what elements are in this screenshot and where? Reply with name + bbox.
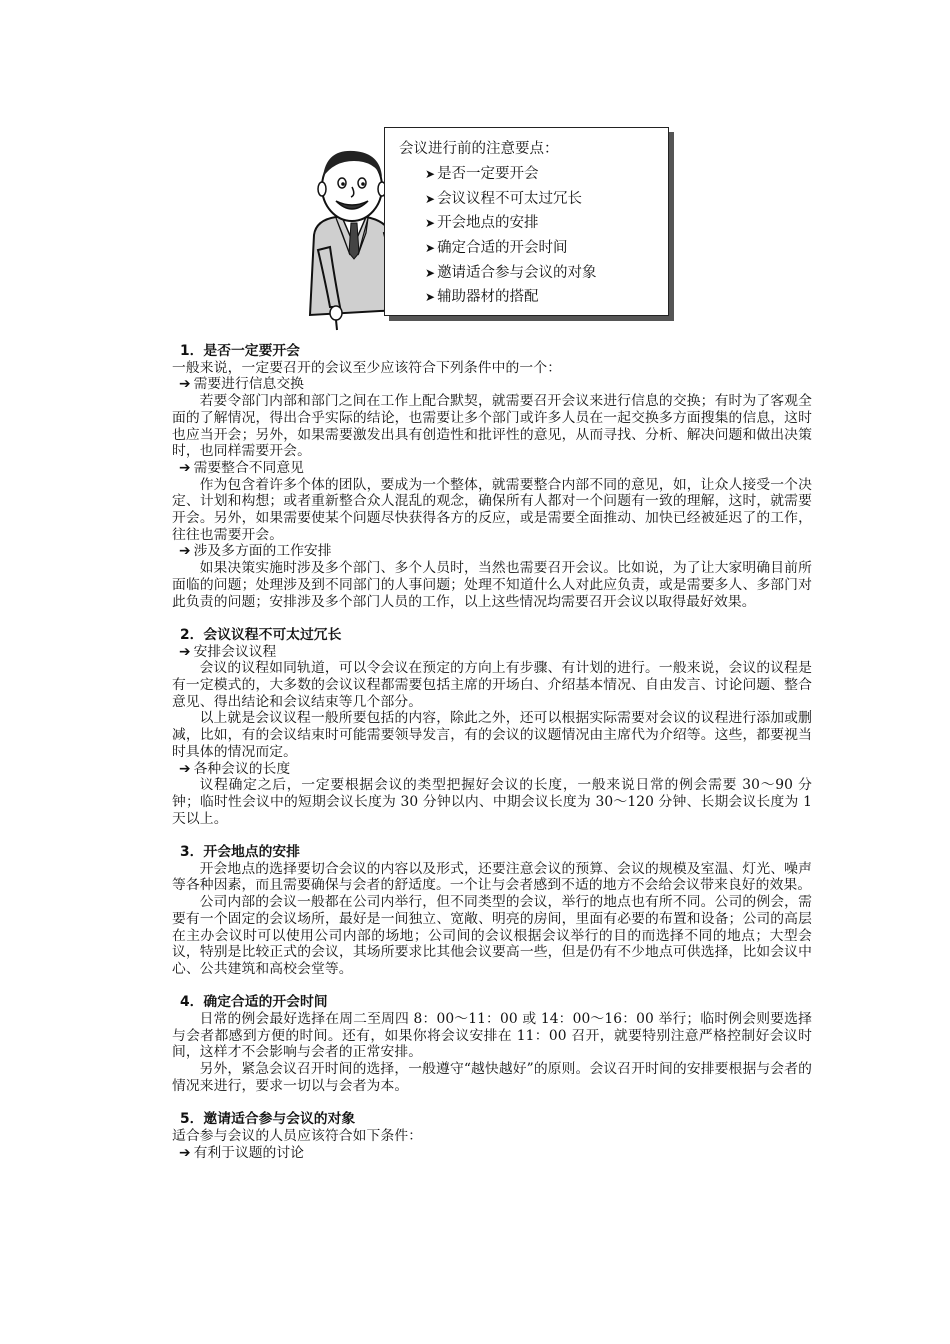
arrowhead-icon: ➤	[425, 290, 436, 305]
callout-item: ➤ 辅助器材的搭配	[425, 285, 597, 310]
arrow-right-icon: ➔	[179, 643, 191, 660]
subheading: ➔ 有利于议题的讨论	[179, 1144, 304, 1161]
paragraph: 作为包含着许多个体的团队，要成为一个整体，就需要整合内部不同的意见，如，让众人接受一个决定、计划和构想；或者重新整合众人混乱的观念，确保所有人都对一个问题有一致的理解，这时，就需要开会。另外，如果需要使某个问题尽快获得各方的反应，或是需要全面推动、加快已经被延迟了的工作，往往也需要开会。	[172, 476, 812, 543]
callout-item: ➤ 会议议程不可太过冗长	[425, 187, 597, 212]
subheading: ➔ 需要整合不同意见	[179, 459, 304, 476]
paragraph: 适合参与会议的人员应该符合如下条件：	[172, 1127, 423, 1144]
callout-item: ➤ 邀请适合参与会议的对象	[425, 261, 597, 286]
arrowhead-icon: ➤	[425, 216, 436, 231]
paragraph: 开会地点的选择要切合会议的内容以及形式，还要注意会议的预算、会议的规模及室温、灯光、噪声等各种因素，而且需要确保与会者的舒适度。一个让与会者感到不适的地方不会给会议带来良好的效果。	[172, 860, 812, 894]
paragraph: 议程确定之后，一定要根据会议的类型把握好会议的长度，一般来说日常的例会需要 30～90 分钟；临时性会议中的短期会议长度为 30 分钟以内、中期会议长度为 30～120 分钟、长期会议长度为 1 天以上。	[172, 777, 812, 827]
subheading: ➔ 安排会议议程	[179, 643, 277, 660]
callout-title: 会议进行前的注意要点：	[399, 141, 559, 157]
document-body	[172, 343, 812, 1161]
arrow-right-icon: ➔	[179, 376, 191, 393]
subheading: ➔ 涉及多方面的工作安排	[179, 543, 332, 560]
paragraph: 另外，紧急会议召开时间的选择，一般遵守“越快越好”的原则。会议召开时间的安排要根据与会者的情况来进行，要求一切以与会者为本。	[172, 1061, 812, 1094]
paragraph: 会议的议程如同轨道，可以令会议在预定的方向上有步骤、有计划的进行。一般来说，会议的议程是有一定模式的，大多数的会议议程都需要包括主席的开场白、介绍基本情况、自由发言、讨论问题、整合意见、得出结论和会议结束等几个部分。	[172, 660, 812, 710]
section-heading: 1．是否一定要开会	[180, 343, 300, 359]
callout-list	[425, 162, 597, 310]
section-heading: 3．开会地点的安排	[180, 844, 300, 861]
paragraph: 日常的例会最好选择在周二至周四 8：00～11：00 或 14：00～16：00 举行；临时例会则要选择与会者都感到方便的时间。还有，如果你将会议安排在 11：00 召开，就要特别注意严格控制好会议时间，这样才不会影响与会者的正常安排。	[172, 1011, 812, 1061]
subheading: ➔ 需要进行信息交换	[179, 376, 304, 393]
section-heading: 5．邀请适合参与会议的对象	[180, 1111, 356, 1128]
arrowhead-icon: ➤	[425, 191, 436, 206]
spacer	[172, 1095, 812, 1112]
arrowhead-icon: ➤	[425, 241, 436, 256]
arrowhead-icon: ➤	[425, 265, 436, 280]
paragraph: 以上就是会议议程一般所要包括的内容，除此之外，还可以根据实际需要对会议的议程进行添加或删减，比如，有的会议结束时可能需要领导发言，有的会议的议题情况由主席代为介绍等。这些，都要视当时具体的情况而定。	[172, 710, 812, 760]
callout-item: ➤ 是否一定要开会	[425, 162, 597, 187]
arrow-right-icon: ➔	[179, 1144, 191, 1161]
spacer	[172, 827, 812, 844]
callout-item: ➤ 确定合适的开会时间	[425, 236, 597, 261]
paragraph: 公司内部的会议一般都在公司内举行，但不同类型的会议，举行的地点也有所不同。公司的例会，需要有一个固定的会议场所，最好是一间独立、宽敞、明亮的房间，里面有必要的布置和设备；公司的高层在主办会议时可以使用公司内部的场地；公司间的会议根据会议举行的目的而选择不同的地点；大型会议，特别是比较正式的会议，其场所要求比其他会议要高一些，但是仍有不少地点可供选择，比如会议中心、公共建筑和高校会堂等。	[172, 894, 812, 977]
paragraph: 若要令部门内部和部门之间在工作上配合默契，就需要召开会议来进行信息的交换；有时为了客观全面的了解情况，得出合乎实际的结论，也需要让多个部门或许多人员在一起交换多方面搜集的信息，这时也应当开会；另外，如果需要激发出具有创造性和批评性的意见，从而寻找、分析、解决问题和做出决策时，也同样需要开会。	[172, 393, 812, 460]
paragraph: 一般来说，一定要召开的会议至少应该符合下列条件中的一个：	[172, 359, 562, 376]
section-heading: 4．确定合适的开会时间	[180, 994, 328, 1011]
arrowhead-icon: ➤	[425, 167, 436, 181]
subheading: ➔ 各种会议的长度	[179, 760, 291, 777]
arrow-right-icon: ➔	[179, 459, 191, 476]
paragraph: 如果决策实施时涉及多个部门、多个人员时，当然也需要召开会议。比如说，为了让大家明确目前所面临的问题；处理涉及到不同部门的人事问题；处理不知道什么人对此应负责，或是需要多人、多部门对此负责的问题；安排涉及多个部门人员的工作，以上这些情况均需要召开会议以取得最好效果。	[172, 560, 812, 610]
section-heading: 2．会议议程不可太过冗长	[180, 626, 342, 643]
arrow-right-icon: ➔	[179, 760, 191, 777]
callout-box	[384, 127, 669, 316]
spacer	[172, 610, 812, 627]
callout-item: ➤ 开会地点的安排	[425, 211, 597, 236]
spacer	[172, 978, 812, 995]
arrow-right-icon: ➔	[179, 543, 191, 560]
